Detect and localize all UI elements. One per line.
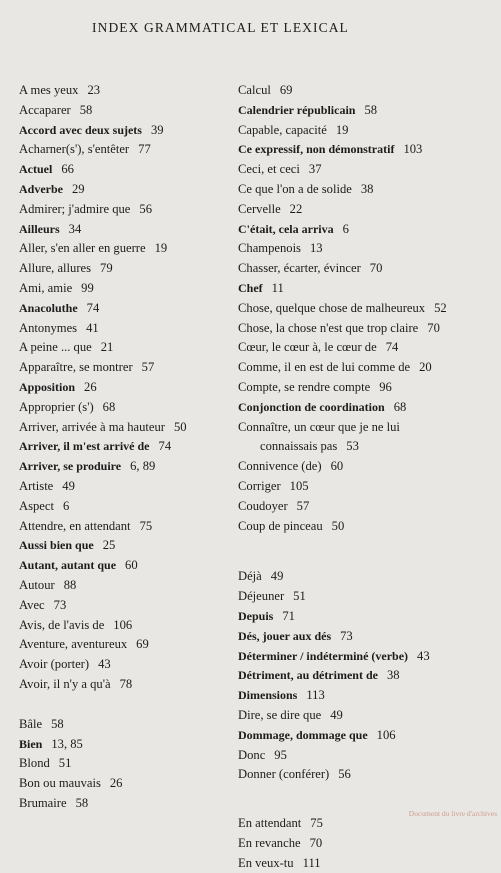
- index-entry: [238, 259, 447, 279]
- index-entry: [19, 556, 187, 576]
- entry-page-number: 38: [360, 181, 374, 196]
- entry-page-number: 37: [308, 162, 322, 177]
- entry-page-number: 106: [113, 617, 133, 632]
- entry-page-number: 39: [150, 122, 164, 137]
- index-entry: [19, 477, 187, 497]
- entry-term: Apposition: [19, 379, 76, 394]
- index-entry: [19, 81, 187, 101]
- entry-term: Corriger: [238, 478, 281, 493]
- index-entry: [238, 587, 447, 607]
- entry-term: Connaître, un cœur que je ne lui: [238, 419, 400, 434]
- entry-term: Chose, la chose n'est que trop claire: [238, 320, 419, 335]
- index-entry: [238, 418, 447, 438]
- entry-page-number: 53: [346, 439, 359, 454]
- entry-term: Ami, amie: [19, 280, 73, 295]
- index-entry: [238, 140, 447, 160]
- entry-group-c: [238, 81, 447, 536]
- entry-page-number: 21: [100, 340, 114, 355]
- index-entry: [238, 686, 447, 706]
- index-entry: [19, 596, 187, 616]
- entry-page-number: 22: [289, 201, 303, 216]
- index-entry: [19, 418, 187, 438]
- entry-term: Apparaître, se montrer: [19, 360, 133, 375]
- index-entry: [19, 794, 187, 814]
- index-entry: [238, 358, 447, 378]
- entry-term: En attendant: [238, 816, 302, 831]
- index-entry: [238, 101, 447, 121]
- entry-page-number: 88: [63, 577, 77, 592]
- index-entry: [19, 754, 187, 774]
- entry-term: Bâle: [19, 716, 43, 731]
- entry-term: Déjeuner: [238, 589, 285, 604]
- entry-page-number: 78: [119, 676, 133, 691]
- index-entry: [19, 536, 187, 556]
- index-entry: [238, 457, 447, 477]
- entry-term: Avoir, il n'y a qu'à: [19, 676, 111, 691]
- entry-term: Brumaire: [19, 795, 67, 810]
- index-entry: [19, 497, 187, 517]
- index-entry: [238, 666, 447, 686]
- entry-page-number: 74: [385, 340, 399, 355]
- entry-page-number: 74: [158, 439, 172, 454]
- entry-page-number: 19: [154, 241, 168, 256]
- entry-term: Accaparer: [19, 102, 71, 117]
- entry-term: Blond: [19, 756, 50, 771]
- entry-term: Calendrier républicain: [238, 102, 356, 117]
- entry-term: Dés, jouer aux dés: [238, 628, 332, 643]
- index-entry: [19, 101, 187, 121]
- index-entry: [238, 627, 447, 647]
- entry-term: Cervelle: [238, 201, 281, 216]
- entry-term: Arriver, il m'est arrivé de: [19, 439, 150, 454]
- entry-page-number: 56: [338, 767, 351, 782]
- index-entry: [238, 220, 447, 240]
- entry-group-e: [238, 814, 447, 873]
- entry-page-number: 20: [419, 360, 432, 375]
- entry-page-number: 68: [102, 399, 116, 414]
- entry-page-number: 57: [296, 498, 310, 513]
- entry-page-number: 13: [309, 241, 323, 256]
- index-entry: [19, 299, 187, 319]
- index-entry: [19, 635, 187, 655]
- index-entry: [19, 239, 187, 259]
- entry-term: Déterminer / indéterminé (verbe): [238, 648, 409, 663]
- index-entry: [238, 746, 447, 766]
- entry-term: Ce que l'on a de solide: [238, 181, 352, 196]
- entry-term: connaissais pas: [260, 439, 338, 454]
- entry-term: Chef: [238, 280, 263, 295]
- index-entry: [19, 220, 187, 240]
- entry-page-number: 6: [62, 498, 70, 513]
- index-entry: [19, 121, 187, 141]
- entry-term: Actuel: [19, 162, 53, 177]
- index-entry: [238, 477, 447, 497]
- entry-page-number: 57: [141, 360, 155, 375]
- entry-page-number: 60: [330, 459, 344, 474]
- entry-term: Anacoluthe: [19, 300, 78, 315]
- index-entry: [19, 457, 187, 477]
- index-entry: [19, 616, 187, 636]
- entry-term: Artiste: [19, 478, 54, 493]
- entry-page-number: 43: [98, 657, 111, 672]
- entry-page-number: 79: [100, 261, 113, 276]
- entry-term: Aussi bien que: [19, 538, 94, 553]
- entry-term: Ailleurs: [19, 221, 60, 236]
- entry-term: Comme, il en est de lui comme de: [238, 360, 411, 375]
- entry-page-number: 73: [53, 597, 67, 612]
- entry-term: Antonymes: [19, 320, 78, 335]
- entry-group-d: [238, 567, 447, 785]
- index-entry: [19, 675, 187, 695]
- entry-page-number: 99: [81, 280, 94, 295]
- index-entry: [238, 647, 447, 667]
- entry-page-number: 66: [61, 162, 74, 177]
- entry-page-number: 75: [310, 816, 323, 831]
- index-entry: [19, 517, 187, 537]
- entry-term: Arriver, arrivée à ma hauteur: [19, 419, 165, 434]
- entry-page-number: 58: [79, 102, 93, 117]
- entry-page-number: 52: [434, 300, 447, 315]
- index-entry: [19, 378, 187, 398]
- index-entry: [238, 765, 447, 785]
- index-entry: [238, 567, 447, 587]
- entry-term: Ceci, et ceci: [238, 162, 300, 177]
- entry-term: Compte, se rendre compte: [238, 379, 371, 394]
- index-entry: [238, 517, 447, 537]
- entry-term: Dire, se dire que: [238, 707, 322, 722]
- entry-term: C'était, cela arriva: [238, 221, 334, 236]
- index-entry: [238, 81, 447, 101]
- entry-term: Avoir (porter): [19, 657, 90, 672]
- entry-page-number: 41: [86, 320, 99, 335]
- entry-page-number: 50: [331, 518, 345, 533]
- entry-page-number: 26: [84, 379, 97, 394]
- index-entry: [238, 437, 447, 457]
- entry-page-number: 70: [427, 320, 440, 335]
- page-title: INDEX GRAMMATICAL ET LEXICAL: [92, 20, 349, 35]
- index-entry: [19, 180, 187, 200]
- entry-term: Approprier (s'): [19, 399, 94, 414]
- index-entry: [19, 279, 187, 299]
- entry-page-number: 77: [138, 142, 151, 157]
- index-entry: [238, 497, 447, 517]
- entry-page-number: 25: [102, 538, 116, 553]
- entry-term: Capable, capacité: [238, 122, 327, 137]
- entry-term: Dommage, dommage que: [238, 727, 368, 742]
- index-entry: [238, 854, 447, 873]
- left-column: [19, 81, 187, 814]
- index-entry: [238, 160, 447, 180]
- entry-page-number: 58: [364, 102, 378, 117]
- index-entry: [19, 200, 187, 220]
- entry-term: Adverbe: [19, 181, 63, 196]
- entry-term: Aspect: [19, 498, 54, 513]
- entry-page-number: 6, 89: [130, 459, 156, 474]
- entry-term: Chasser, écarter, évincer: [238, 261, 361, 276]
- entry-page-number: 56: [139, 201, 152, 216]
- entry-page-number: 6: [342, 221, 349, 236]
- index-entry: [238, 319, 447, 339]
- entry-term: Dimensions: [238, 688, 298, 703]
- entry-page-number: 19: [335, 122, 349, 137]
- index-entry: [238, 299, 447, 319]
- entry-term: Arriver, se produire: [19, 459, 122, 474]
- entry-page-number: 58: [51, 716, 64, 731]
- entry-page-number: 43: [417, 648, 430, 663]
- entry-term: Calcul: [238, 83, 271, 97]
- entry-page-number: 38: [386, 668, 400, 683]
- index-entry: [238, 338, 447, 358]
- entry-term: Donner (conférer): [238, 767, 330, 782]
- entry-term: Acharner(s'), s'entêter: [19, 142, 130, 157]
- index-entry: [19, 774, 187, 794]
- entry-term: Autour: [19, 577, 55, 592]
- index-entry: [19, 338, 187, 358]
- entry-group-b: [19, 715, 187, 814]
- entry-page-number: 103: [403, 142, 423, 157]
- entry-term: Connivence (de): [238, 459, 322, 474]
- entry-term: Bon ou mauvais: [19, 776, 101, 791]
- entry-page-number: 105: [289, 478, 309, 493]
- index-entry: [238, 239, 447, 259]
- index-entry: [19, 437, 187, 457]
- index-entry: [238, 706, 447, 726]
- entry-page-number: 49: [270, 569, 284, 584]
- group-spacer: [19, 695, 187, 715]
- index-entry: [19, 576, 187, 596]
- entry-page-number: 95: [274, 747, 287, 762]
- entry-page-number: 49: [62, 478, 75, 493]
- entry-term: Détriment, au détriment de: [238, 668, 378, 683]
- index-entry: [19, 358, 187, 378]
- index-entry: [19, 655, 187, 675]
- index-entry: [238, 378, 447, 398]
- entry-term: Cœur, le cœur à, le cœur de: [238, 340, 377, 355]
- entry-page-number: 26: [109, 776, 123, 791]
- entry-page-number: 111: [302, 855, 321, 870]
- index-entry: [19, 140, 187, 160]
- entry-page-number: 11: [271, 280, 284, 295]
- entry-page-number: 50: [174, 419, 187, 434]
- watermark-stamp: Document du livre d'archives: [408, 809, 497, 818]
- entry-term: Coup de pinceau: [238, 518, 323, 533]
- entry-term: Avis, de l'avis de: [19, 617, 105, 632]
- entry-page-number: 113: [306, 688, 325, 703]
- entry-term: Autant, autant que: [19, 558, 117, 573]
- entry-page-number: 70: [309, 835, 323, 850]
- entry-page-number: 68: [393, 399, 407, 414]
- entry-page-number: 74: [86, 300, 100, 315]
- entry-term: Donc: [238, 747, 266, 762]
- index-entry: [238, 607, 447, 627]
- entry-group-a: [19, 81, 187, 695]
- index-entry: [238, 726, 447, 746]
- entry-page-number: 70: [369, 261, 383, 276]
- entry-term: Admirer; j'admire que: [19, 201, 131, 216]
- entry-term: En veux-tu: [238, 855, 294, 870]
- index-entry: [238, 200, 447, 220]
- entry-page-number: 106: [376, 727, 396, 742]
- index-entry: [19, 398, 187, 418]
- index-entry: [238, 398, 447, 418]
- entry-term: Depuis: [238, 608, 274, 623]
- index-entry: [19, 319, 187, 339]
- index-entry: [238, 834, 447, 854]
- entry-term: Accord avec deux sujets: [19, 122, 142, 137]
- index-entry: [19, 160, 187, 180]
- group-spacer: [238, 536, 447, 567]
- index-entry: [238, 279, 447, 299]
- entry-term: Ce expressif, non démonstratif: [238, 142, 395, 157]
- entry-term: Bien: [19, 736, 43, 751]
- entry-page-number: 51: [293, 589, 306, 604]
- entry-page-number: 71: [282, 608, 295, 623]
- entry-term: Déjà: [238, 569, 262, 584]
- right-column: [238, 81, 447, 873]
- entry-term: Attendre, en attendant: [19, 518, 131, 533]
- entry-term: A peine ... que: [19, 340, 92, 355]
- entry-term: Allure, allures: [19, 261, 92, 276]
- entry-page-number: 73: [340, 628, 353, 643]
- entry-term: Avec: [19, 597, 45, 612]
- index-entry: [19, 735, 187, 755]
- entry-page-number: 13, 85: [51, 736, 83, 751]
- entry-page-number: 58: [75, 795, 89, 810]
- entry-term: Champenois: [238, 241, 301, 256]
- entry-term: Conjonction de coordination: [238, 399, 385, 414]
- entry-page-number: 75: [139, 518, 153, 533]
- entry-term: Aller, s'en aller en guerre: [19, 241, 146, 256]
- entry-page-number: 96: [379, 379, 392, 394]
- entry-page-number: 60: [125, 558, 138, 573]
- index-entry: [238, 180, 447, 200]
- entry-term: Chose, quelque chose de malheureux: [238, 300, 426, 315]
- entry-page-number: 51: [58, 756, 72, 771]
- entry-term: Aventure, aventureux: [19, 637, 128, 652]
- entry-page-number: 29: [72, 181, 85, 196]
- index-entry: [19, 259, 187, 279]
- entry-term: A mes yeux: [19, 83, 79, 97]
- entry-term: En revanche: [238, 835, 301, 850]
- entry-page-number: 23: [87, 83, 101, 97]
- index-entry: [238, 121, 447, 141]
- entry-page-number: 34: [68, 221, 82, 236]
- index-entry: [19, 715, 187, 735]
- entry-page-number: 69: [136, 637, 149, 652]
- entry-page-number: 49: [330, 707, 343, 722]
- entry-page-number: 69: [279, 83, 293, 97]
- entry-term: Coudoyer: [238, 498, 288, 513]
